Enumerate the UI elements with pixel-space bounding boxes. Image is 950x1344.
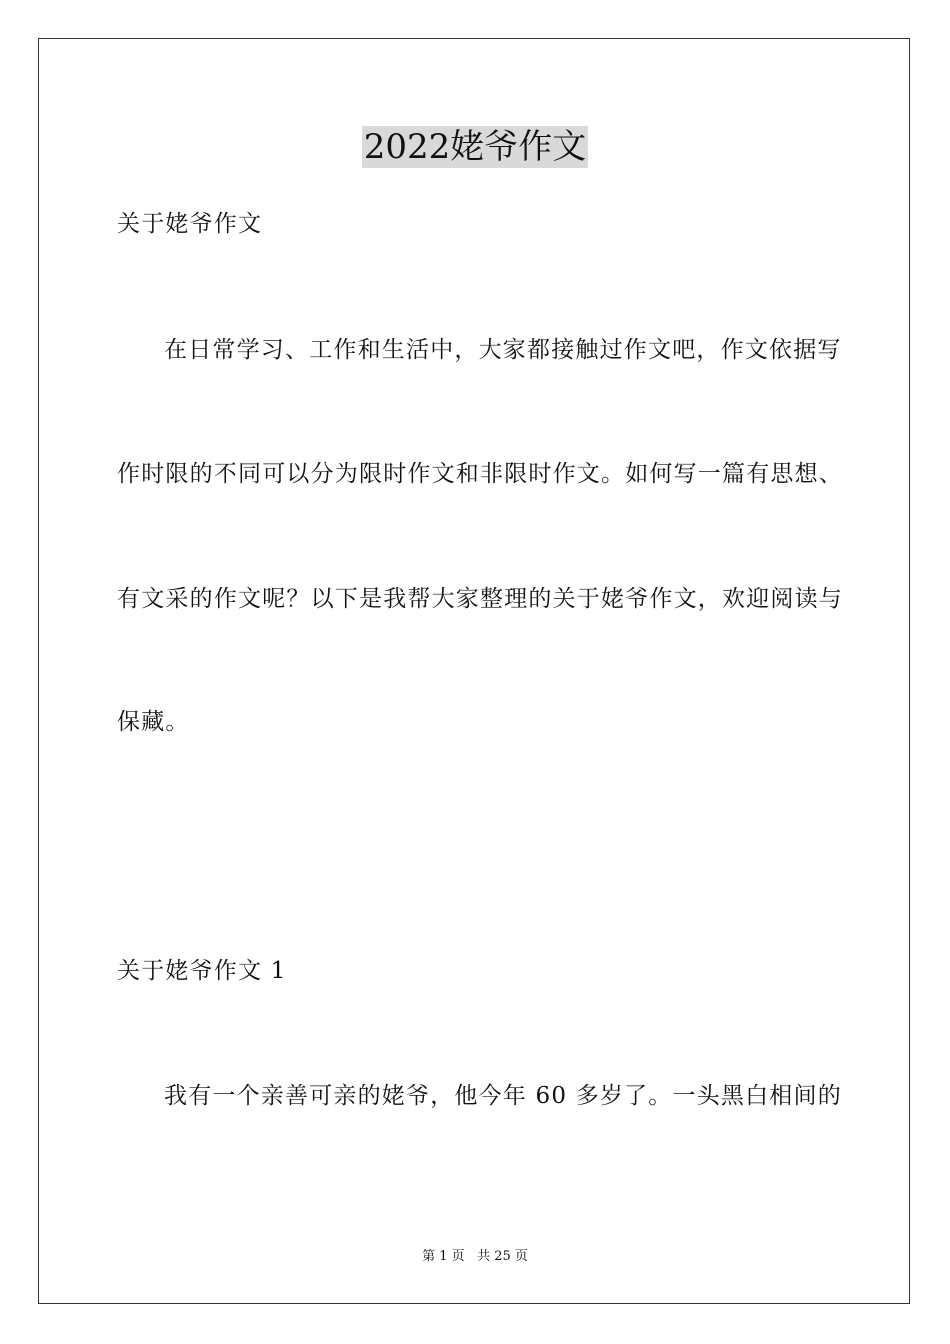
intro-line-1: 在日常学习、工作和生活中，大家都接触过作文吧，作文依据写 bbox=[164, 337, 842, 363]
section-heading: 关于姥爷作文 1 bbox=[117, 958, 287, 984]
page-total: 共 25 页 bbox=[477, 1249, 528, 1264]
intro-line-4: 保藏。 bbox=[117, 709, 190, 735]
intro-line-2: 作时限的不同可以分为限时作文和非限时作文。如何写一篇有思想、 bbox=[117, 461, 843, 487]
page-footer bbox=[0, 1248, 950, 1266]
title-container bbox=[0, 126, 950, 168]
document-title: 2022姥爷作文 bbox=[363, 127, 587, 167]
section-line-1: 我有一个亲善可亲的姥爷，他今年 60 多岁了。一头黑白相间的 bbox=[164, 1083, 842, 1109]
page-number: 第 1 页 bbox=[422, 1249, 465, 1264]
document-heading: 关于姥爷作文 bbox=[117, 211, 263, 237]
intro-line-3: 有文采的作文呢？以下是我帮大家整理的关于姥爷作文，欢迎阅读与 bbox=[117, 586, 843, 612]
